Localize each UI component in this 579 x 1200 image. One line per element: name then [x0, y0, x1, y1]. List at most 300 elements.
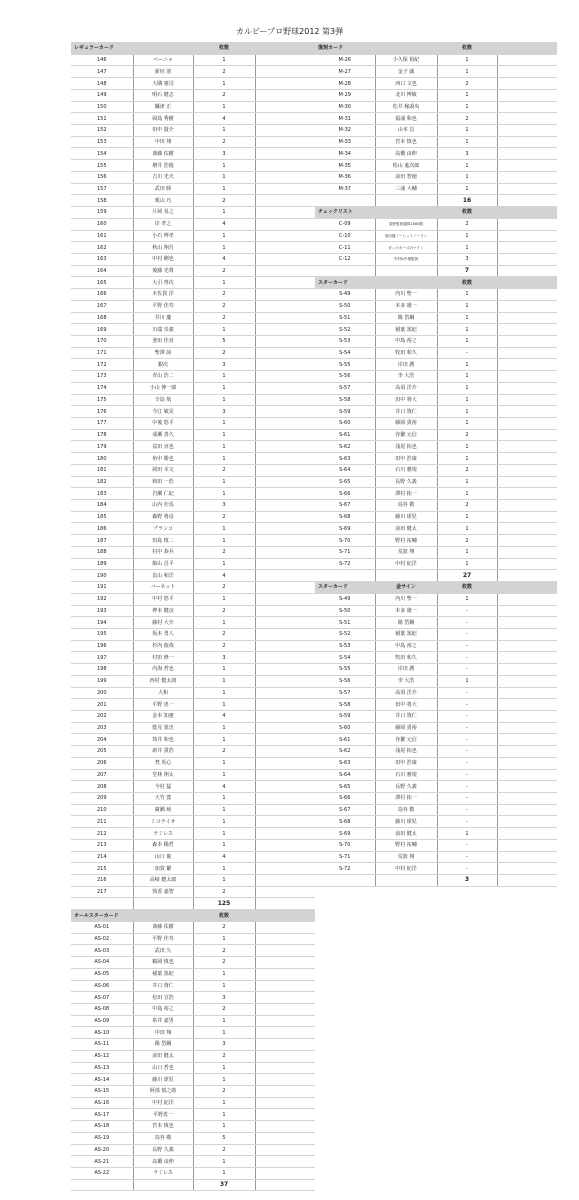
table-row [71, 1121, 315, 1133]
player-name: 梵 英心 [133, 757, 193, 769]
card-number: 202 [71, 710, 133, 722]
blank-cell [255, 757, 315, 769]
card-count: 4 [193, 113, 255, 125]
card-count: 1 [193, 441, 255, 453]
table-row [315, 722, 557, 734]
player-name: 宮本 慎也 [375, 136, 437, 148]
card-number: S-50 [315, 605, 375, 617]
table-row [71, 828, 315, 840]
player-name: 田中 将大 [375, 699, 437, 711]
card-number: S-59 [315, 406, 375, 418]
card-number: 200 [71, 687, 133, 699]
player-name: 角中 勝也 [133, 453, 193, 465]
blank-cell [497, 769, 557, 781]
player-name: 木佐貫 洋 [133, 289, 193, 301]
table-row [71, 347, 315, 359]
table-row [71, 1097, 315, 1109]
table-row [71, 839, 315, 851]
table-row [315, 699, 557, 711]
player-name: 鶴岡 慎也 [133, 957, 193, 969]
card-number: AS-19 [71, 1132, 133, 1144]
blank-cell [255, 418, 315, 430]
blank-cell [497, 664, 557, 676]
card-count: 1 [193, 664, 255, 676]
table-row [71, 160, 315, 172]
card-count: 1 [193, 1168, 255, 1180]
card-count: 1 [193, 1015, 255, 1027]
blank-cell [255, 1015, 315, 1027]
card-number: 160 [71, 218, 133, 230]
player-name: 前田 智徳 [375, 171, 437, 183]
player-name: 辛島 航 [133, 394, 193, 406]
blank-cell [255, 312, 315, 324]
card-number: 217 [71, 886, 133, 898]
player-name: 福浦 和也 [375, 113, 437, 125]
player-name: 中村 紀洋 [133, 1097, 193, 1109]
blank-cell [255, 535, 315, 547]
table-row [71, 523, 315, 535]
card-number: AS-13 [71, 1062, 133, 1074]
blank-cell [497, 640, 557, 652]
player-name: 北川 博敏 [375, 89, 437, 101]
player-name: 岸 孝之 [133, 218, 193, 230]
table-row [71, 769, 315, 781]
table-row [315, 66, 557, 78]
blank-cell [497, 289, 557, 301]
card-count: 1 [193, 382, 255, 394]
blank-cell [497, 148, 557, 160]
card-number: 185 [71, 511, 133, 523]
player-name: ミコライオ [133, 816, 193, 828]
player-name: 稲葉 篤紀 [375, 324, 437, 336]
card-number: AS-02 [71, 933, 133, 945]
card-number: S-63 [315, 453, 375, 465]
player-name: 浅尾 拓也 [375, 441, 437, 453]
table-row [315, 664, 557, 676]
blank-cell [255, 78, 315, 90]
card-count: 1 [437, 54, 497, 66]
card-number: S-59 [315, 710, 375, 722]
blank-cell [497, 816, 557, 828]
card-number: 209 [71, 793, 133, 805]
blank-cell [255, 699, 315, 711]
card-count: 1 [193, 839, 255, 851]
table-row [71, 1085, 315, 1097]
blank-cell [255, 628, 315, 640]
card-number: AS-16 [71, 1097, 133, 1109]
blank-cell [497, 546, 557, 558]
player-name: 吉川 光夫 [133, 171, 193, 183]
player-name: 桧山 進次郎 [375, 160, 437, 172]
blank-cell [497, 253, 557, 265]
card-count: 4 [193, 710, 255, 722]
card-number: S-67 [315, 500, 375, 512]
card-count: 2 [437, 78, 497, 90]
card-number: M-30 [315, 101, 375, 113]
card-count: 1 [437, 230, 497, 242]
card-number: M-27 [315, 66, 375, 78]
table-row [315, 54, 557, 66]
card-count: - [437, 746, 497, 758]
revival-total: 16 [437, 195, 497, 207]
card-number: S-51 [315, 312, 375, 324]
blank-cell [497, 429, 557, 441]
blank-cell [497, 125, 557, 137]
table-row [315, 289, 557, 301]
player-name: 和田 一浩 [133, 476, 193, 488]
blank-cell [255, 277, 315, 289]
card-count: - [437, 851, 497, 863]
player-name: 陽 岱鋼 [375, 617, 437, 629]
card-number: 216 [71, 875, 133, 887]
blank-cell [255, 968, 315, 980]
player-name: 井川 慶 [133, 312, 193, 324]
player-name: 山口 俊 [133, 851, 193, 863]
card-number: S-54 [315, 347, 375, 359]
table-row [71, 54, 315, 66]
revival-header-blank [497, 43, 557, 55]
table-row [71, 488, 315, 500]
blank-cell [255, 1074, 315, 1086]
table-row [71, 371, 315, 383]
table-row [71, 558, 315, 570]
player-name: 前田 健太 [375, 523, 437, 535]
card-number: S-58 [315, 394, 375, 406]
blank-cell [255, 441, 315, 453]
checklist-header-row [315, 207, 557, 219]
blank-cell [497, 66, 557, 78]
card-count: 1 [193, 476, 255, 488]
card-number: 210 [71, 804, 133, 816]
card-number: 154 [71, 148, 133, 160]
card-number: 167 [71, 300, 133, 312]
blank-cell [497, 828, 557, 840]
card-count: 1 [193, 230, 255, 242]
table-row [71, 171, 315, 183]
allstar-total: 37 [193, 1179, 255, 1191]
blank-cell [255, 605, 315, 617]
card-number: S-51 [315, 617, 375, 629]
card-count: 1 [437, 828, 497, 840]
table-row [71, 289, 315, 301]
table-row [71, 500, 315, 512]
table-row [71, 359, 315, 371]
player-name: 中村 紀洋 [375, 558, 437, 570]
card-count: 1 [437, 371, 497, 383]
blank-cell [255, 511, 315, 523]
table-row [315, 523, 557, 535]
card-number: S-72 [315, 863, 375, 875]
card-count: 3 [193, 359, 255, 371]
table-row [71, 582, 315, 594]
card-number: AS-09 [71, 1015, 133, 1027]
player-name: 畠山 和洋 [133, 570, 193, 582]
player-name: 成瀬 善久 [133, 429, 193, 441]
blank-cell [255, 265, 315, 277]
table-row [71, 125, 315, 137]
table-row [71, 230, 315, 242]
card-number: 164 [71, 265, 133, 277]
blank-cell [497, 335, 557, 347]
table-row [315, 804, 557, 816]
player-name: 高須 洋介 [375, 687, 437, 699]
card-count: 1 [193, 453, 255, 465]
card-number: 180 [71, 453, 133, 465]
card-count: 1 [437, 382, 497, 394]
card-number: S-63 [315, 757, 375, 769]
card-number: S-61 [315, 429, 375, 441]
card-count: 1 [437, 523, 497, 535]
blank-cell [255, 464, 315, 476]
table-row [71, 1156, 315, 1168]
player-name: 谷繁 元信 [375, 734, 437, 746]
card-number: 207 [71, 769, 133, 781]
player-name: 斎藤 佑樹 [133, 921, 193, 933]
card-number: AS-18 [71, 1121, 133, 1133]
card-number: 182 [71, 476, 133, 488]
player-name: 聖澤 諒 [133, 347, 193, 359]
card-number: S-72 [315, 558, 375, 570]
table-row [315, 113, 557, 125]
card-number: 204 [71, 734, 133, 746]
card-count: 1 [437, 136, 497, 148]
gold-name-header: 金サイン [375, 582, 437, 594]
card-number: 196 [71, 640, 133, 652]
player-name: 中村&中畑監督 [375, 253, 437, 265]
card-count: 1 [437, 546, 497, 558]
card-count: 1 [193, 1062, 255, 1074]
table-row [71, 464, 315, 476]
table-row [71, 605, 315, 617]
table-row [71, 195, 315, 207]
player-name: 牧田 和久 [375, 652, 437, 664]
blank-cell [497, 687, 557, 699]
table-row [71, 968, 315, 980]
player-name: 西村 健太朗 [133, 675, 193, 687]
player-name: 田中 浩康 [375, 757, 437, 769]
card-number: 148 [71, 78, 133, 90]
card-count: 3 [437, 253, 497, 265]
player-name: 李 大浩 [375, 371, 437, 383]
blank-cell [255, 148, 315, 160]
card-count: 1 [437, 453, 497, 465]
card-count: 1 [193, 793, 255, 805]
allstar-total-row [71, 1179, 315, 1191]
card-count: - [437, 722, 497, 734]
card-count: 1 [437, 359, 497, 371]
card-count: 1 [437, 675, 497, 687]
blank-cell [255, 54, 315, 66]
card-number: M-34 [315, 148, 375, 160]
card-count: 1 [193, 968, 255, 980]
card-number: 179 [71, 441, 133, 453]
table-row [71, 875, 315, 887]
table-row [71, 511, 315, 523]
table-row [71, 148, 315, 160]
player-name: 松田 宣浩 [133, 992, 193, 1004]
card-number: M-26 [315, 54, 375, 66]
player-name: 筒香 嘉智 [133, 886, 193, 898]
card-number: S-71 [315, 851, 375, 863]
card-count: 2 [193, 89, 255, 101]
table-row [315, 535, 557, 547]
card-count: 1 [193, 1074, 255, 1086]
blank-cell [497, 710, 557, 722]
card-count: 1 [437, 335, 497, 347]
blank-cell [497, 781, 557, 793]
player-name: 田中 賢介 [133, 125, 193, 137]
blank-cell [255, 898, 315, 910]
table-row [71, 136, 315, 148]
player-name: 金子 誠 [375, 66, 437, 78]
blank-cell [255, 1132, 315, 1144]
table-row [71, 1039, 315, 1051]
card-count: 1 [193, 371, 255, 383]
card-number: 172 [71, 359, 133, 371]
card-number: M-35 [315, 160, 375, 172]
table-row [71, 793, 315, 805]
card-number: S-58 [315, 699, 375, 711]
table-row [71, 980, 315, 992]
card-count: - [437, 699, 497, 711]
table-row [71, 722, 315, 734]
blank-cell [255, 851, 315, 863]
table-row [71, 675, 315, 687]
card-count: 4 [193, 253, 255, 265]
blank-cell [497, 453, 557, 465]
blank-cell [497, 382, 557, 394]
table-row [315, 183, 557, 195]
card-number: S-52 [315, 628, 375, 640]
blank-cell [497, 300, 557, 312]
player-name: 藤村 大介 [133, 617, 193, 629]
player-name: 小久保 裕紀 [375, 54, 437, 66]
checklist-total-row [315, 265, 557, 277]
card-count: 1 [437, 418, 497, 430]
blank-cell [255, 839, 315, 851]
card-count: 1 [193, 804, 255, 816]
table-row [71, 933, 315, 945]
card-count: 2 [193, 1085, 255, 1097]
card-number: S-57 [315, 687, 375, 699]
player-name: 前田 健太 [375, 828, 437, 840]
blank-cell [375, 875, 437, 887]
gold-header-row [315, 582, 557, 594]
card-count: 4 [193, 570, 255, 582]
card-number: C-12 [315, 253, 375, 265]
blank-cell [497, 804, 557, 816]
blank-cell [255, 406, 315, 418]
blank-cell [497, 183, 557, 195]
table-row [71, 1050, 315, 1062]
card-number: 208 [71, 781, 133, 793]
table-row [315, 500, 557, 512]
regular-total-row [71, 898, 315, 910]
card-number: 183 [71, 488, 133, 500]
card-number: S-68 [315, 816, 375, 828]
blank-cell [255, 125, 315, 137]
card-count: - [437, 769, 497, 781]
card-number: 184 [71, 500, 133, 512]
card-count: 2 [193, 511, 255, 523]
blank-cell [255, 546, 315, 558]
table-row [71, 394, 315, 406]
player-name: 荒波 翔 [375, 546, 437, 558]
checklist-header-blank [497, 207, 557, 219]
player-name: 加賀 繁 [133, 863, 193, 875]
card-count: 1 [193, 617, 255, 629]
card-count: - [437, 710, 497, 722]
revival-total-row [315, 195, 557, 207]
table-row [315, 441, 557, 453]
blank-cell [255, 171, 315, 183]
blank-cell [255, 230, 315, 242]
table-row [71, 921, 315, 933]
player-name: 新垣 渚 [133, 66, 193, 78]
card-count: 1 [193, 324, 255, 336]
allstar-count-header: 枚数 [193, 910, 255, 922]
card-number: 159 [71, 207, 133, 219]
table-row [71, 265, 315, 277]
blank-cell [133, 898, 193, 910]
card-number: 199 [71, 675, 133, 687]
blank-cell [255, 687, 315, 699]
table-row [71, 664, 315, 676]
table-row [315, 253, 557, 265]
card-number: M-31 [315, 113, 375, 125]
blank-cell [497, 218, 557, 230]
table-row [71, 78, 315, 90]
table-row [71, 640, 315, 652]
card-number: 174 [71, 382, 133, 394]
blank-cell [255, 816, 315, 828]
card-count: 1 [437, 242, 497, 254]
blank-cell [255, 945, 315, 957]
blank-cell [497, 324, 557, 336]
card-count: 1 [193, 242, 255, 254]
player-name: 平野 恵一 [133, 699, 193, 711]
card-count: 1 [193, 675, 255, 687]
card-count: 1 [437, 593, 497, 605]
card-count: 4 [193, 851, 255, 863]
player-name: 金本 知憲 [133, 710, 193, 722]
allstar-header-row [71, 910, 315, 922]
blank-cell [497, 757, 557, 769]
card-number: 175 [71, 394, 133, 406]
table-row [315, 382, 557, 394]
card-number: S-64 [315, 464, 375, 476]
table-row [71, 886, 315, 898]
table-row [71, 277, 315, 289]
gold-section-title: スターカード [315, 582, 375, 594]
table-row [315, 300, 557, 312]
card-number: S-49 [315, 289, 375, 301]
player-name: 筒井 和也 [133, 734, 193, 746]
player-name: 田島 慎二 [133, 535, 193, 547]
blank-cell [255, 582, 315, 594]
card-count: 3 [193, 500, 255, 512]
card-number: S-62 [315, 746, 375, 758]
card-number: 214 [71, 851, 133, 863]
card-number: 213 [71, 839, 133, 851]
card-count: 5 [193, 335, 255, 347]
player-name: 田中 将大 [375, 394, 437, 406]
player-name: 森本 稀哲 [133, 839, 193, 851]
card-number: S-61 [315, 734, 375, 746]
table-row [315, 640, 557, 652]
right-card-table [315, 42, 557, 887]
blank-cell [71, 898, 133, 910]
